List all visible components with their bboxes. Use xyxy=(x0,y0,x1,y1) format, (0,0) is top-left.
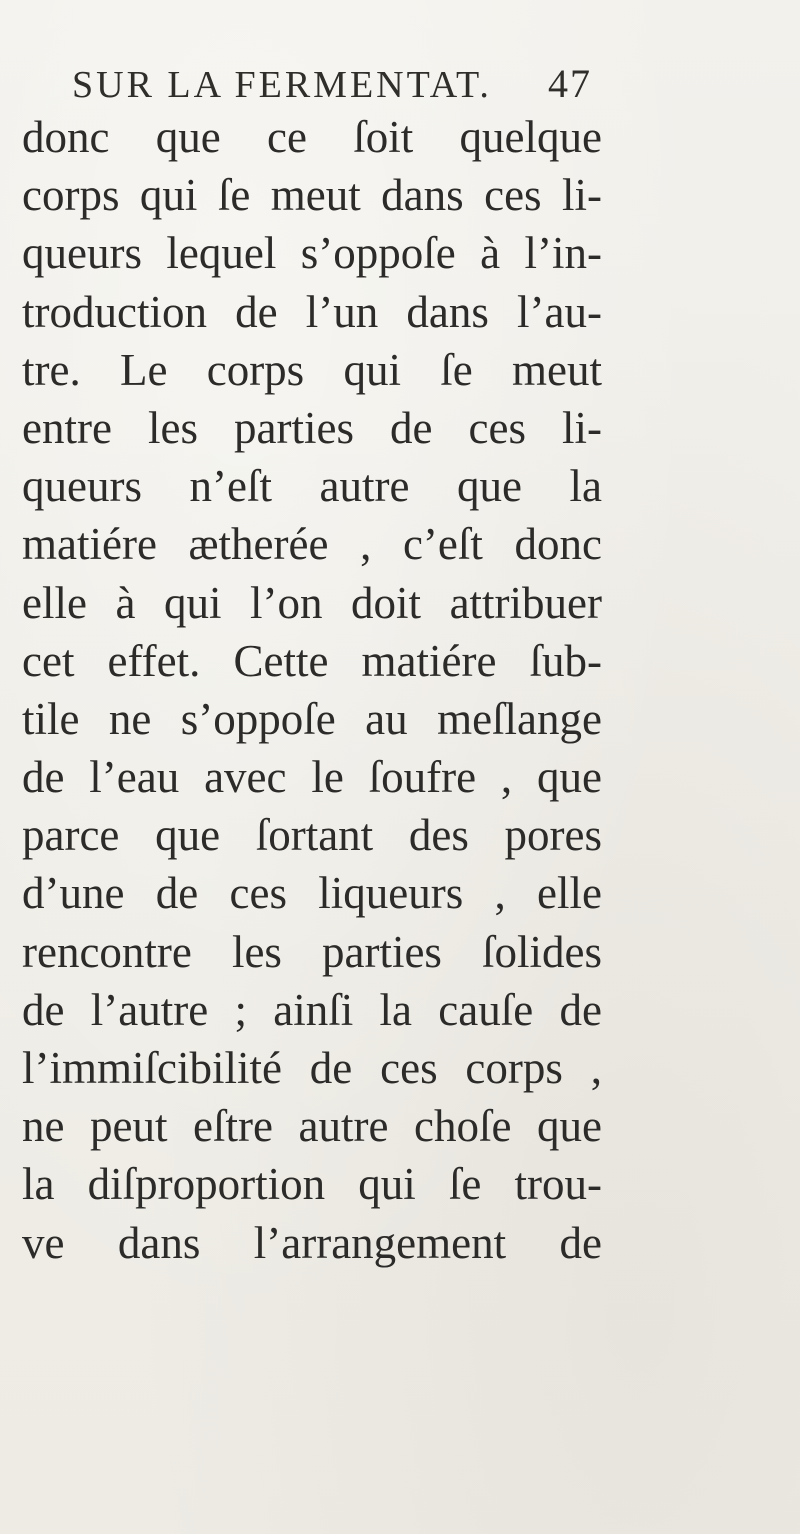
text-line: ve dans l’arrangement de xyxy=(22,1217,602,1268)
body-text xyxy=(22,108,602,1272)
text-line: queurs n’eſt autre que la xyxy=(22,461,602,512)
text-line: d’une de ces liqueurs , elle xyxy=(22,868,602,919)
text-line: matiére ætherée , c’eſt donc xyxy=(22,519,602,570)
running-title: SUR LA FERMENTAT. xyxy=(72,64,492,106)
text-line: cet effet. Cette matiére ſub- xyxy=(22,635,602,686)
text-line: de l’autre ; ainſi la cauſe de xyxy=(22,984,602,1035)
text-line: tile ne s’oppoſe au meſlange xyxy=(22,693,602,744)
text-line: de l’eau avec le ſoufre , que xyxy=(22,752,602,803)
text-line: elle à qui l’on doit attribuer xyxy=(22,577,602,628)
text-line: parce que ſortant des pores xyxy=(22,810,602,861)
text-line: rencontre les parties ſolides xyxy=(22,926,602,977)
text-line: ne peut eſtre autre choſe que xyxy=(22,1101,602,1152)
text-line: tre. Le corps qui ſe meut xyxy=(22,344,602,395)
running-head xyxy=(72,60,592,112)
text-line: la diſproportion qui ſe trou- xyxy=(22,1159,602,1210)
text-line: donc que ce ſoit quelque xyxy=(22,112,602,162)
text-line: l’immiſcibilité de ces corps , xyxy=(22,1043,602,1093)
text-line: entre les parties de ces li- xyxy=(22,402,602,453)
text-line: queurs lequel s’oppoſe à l’in- xyxy=(22,228,602,279)
text-line: troduction de l’un dans l’au- xyxy=(22,286,602,337)
text-line: corps qui ſe meut dans ces li- xyxy=(22,170,602,221)
page-number: 47 xyxy=(548,61,592,106)
